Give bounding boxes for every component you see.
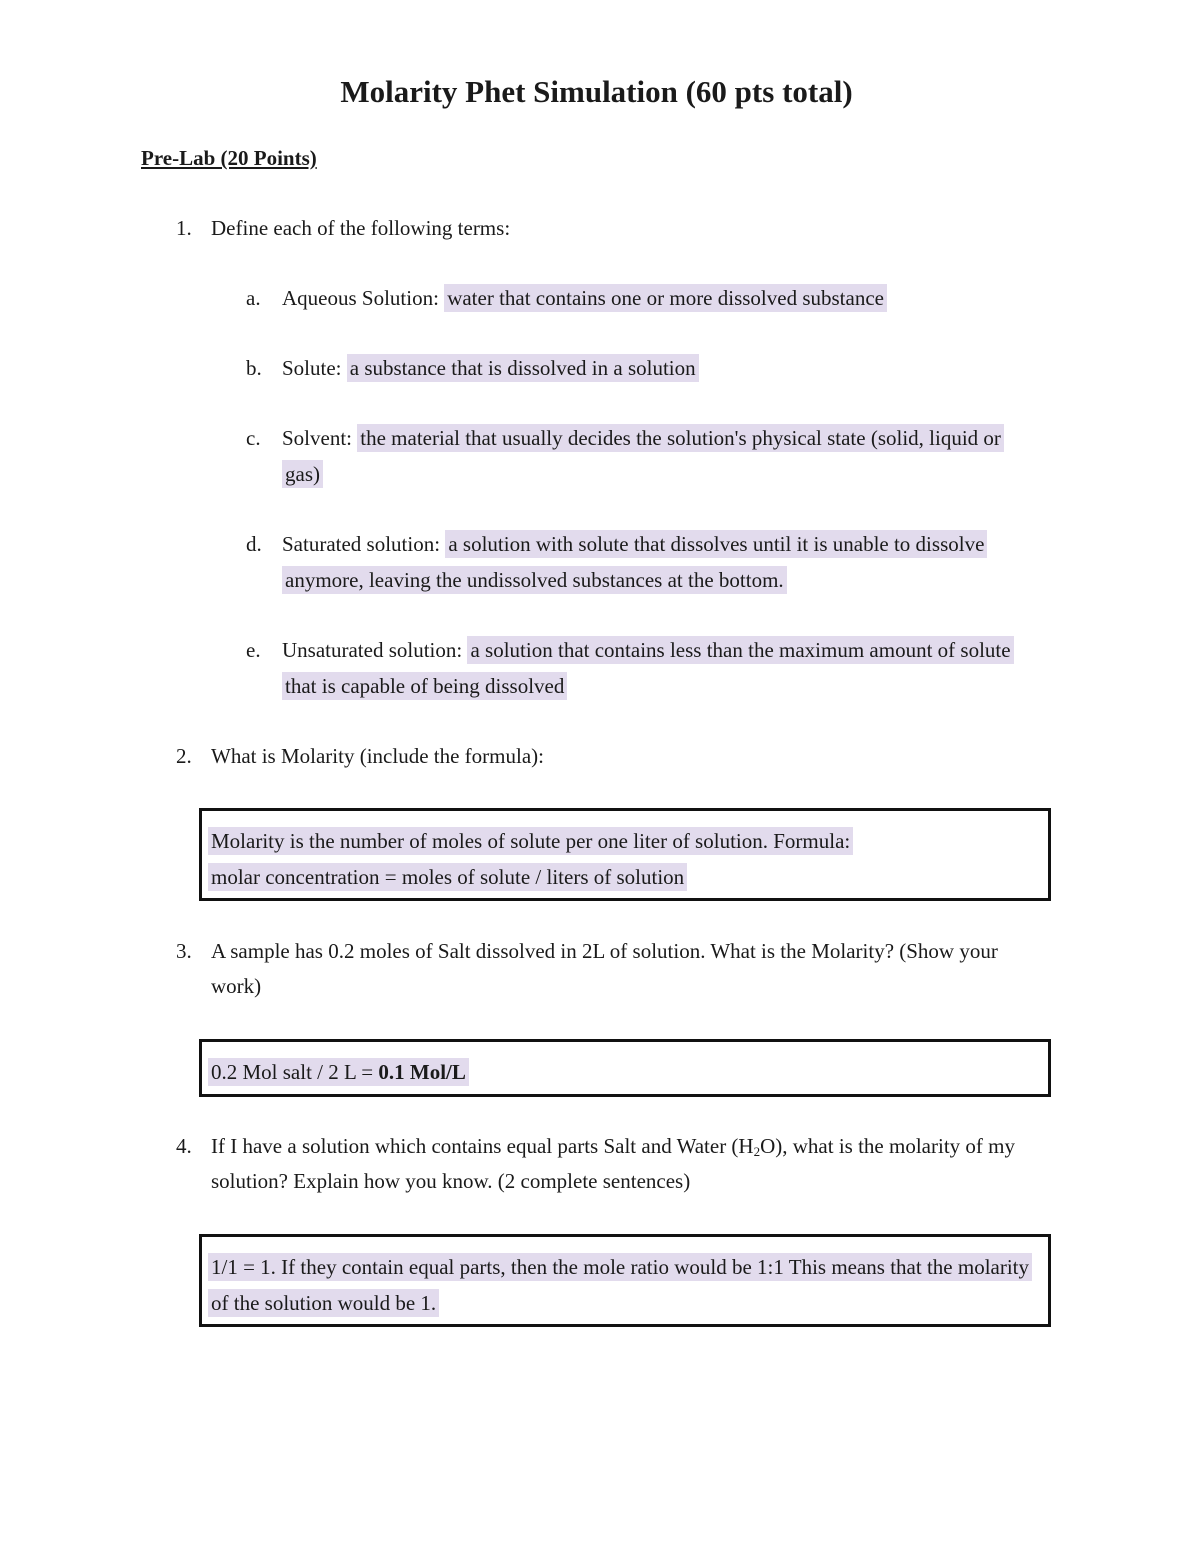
- term-label: Solute:: [282, 356, 347, 380]
- answer-text: 1/1 = 1. If they contain equal parts, then the mole ratio would be 1:1 This means that the molarity of the solution would be 1.: [208, 1253, 1032, 1317]
- question-4-text-after: O), what is the molarity of my solution? Explain how you know. (2 complete sentences): [211, 1134, 1015, 1193]
- answer-result: 0.1 Mol/L: [378, 1060, 466, 1084]
- answer-line: [208, 824, 1042, 860]
- question-3-number: 3.: [176, 939, 192, 963]
- question-4-text-before: If I have a solution which contains equal parts Salt and Water (H: [211, 1134, 754, 1158]
- term-answer: water that contains one or more dissolved substance: [444, 284, 887, 312]
- term-e-letter: e.: [246, 638, 261, 662]
- term-answer: the material that usually decides the solution's physical state (solid, liquid or gas): [282, 424, 1004, 488]
- answer-text: [208, 1058, 469, 1086]
- term-label: Saturated solution:: [282, 532, 446, 556]
- term-answer: a solution with solute that dissolves until it is unable to dissolve anymore, leaving the undissolved substances at the bottom.: [282, 530, 987, 594]
- question-1-number: 1.: [176, 216, 192, 240]
- question-2-text: What is Molarity (include the formula):: [211, 744, 544, 768]
- answer-box-question-2: [199, 808, 1051, 901]
- answer-work: 0.2 Mol salt / 2 L =: [211, 1060, 379, 1084]
- answer-line: [208, 860, 1042, 896]
- question-3-text: A sample has 0.2 moles of Salt dissolved in 2L of solution. What is the Molarity? (Show your work): [211, 939, 998, 998]
- section-heading-prelab: Pre-Lab (20 Points): [141, 146, 317, 170]
- question-1-text: Define each of the following terms:: [211, 216, 511, 240]
- answer-line: [208, 1055, 1042, 1091]
- term-label: Unsaturated solution:: [282, 638, 468, 662]
- answer-box-question-3: [199, 1039, 1051, 1097]
- term-a-letter: a.: [246, 286, 261, 310]
- page-title: Molarity Phet Simulation (60 pts total): [340, 74, 853, 109]
- question-2-number: 2.: [176, 744, 192, 768]
- term-saturated-solution: [282, 527, 1042, 598]
- question-4-number: 4.: [176, 1134, 192, 1158]
- answer-line: [208, 1250, 1042, 1321]
- term-label: Solvent:: [282, 426, 358, 450]
- answer-text: molar concentration = moles of solute / liters of solution: [208, 863, 687, 891]
- term-solvent: [282, 421, 1042, 492]
- subscript-2: 2: [753, 1144, 761, 1159]
- term-label: Aqueous Solution:: [282, 286, 445, 310]
- term-unsaturated-solution: [282, 633, 1042, 704]
- term-d-letter: d.: [246, 532, 262, 556]
- term-answer: a solution that contains less than the maximum amount of solute that is capable of being dissolved: [282, 636, 1014, 700]
- term-aqueous-solution: [282, 281, 1042, 317]
- term-b-letter: b.: [246, 356, 262, 380]
- answer-box-question-4: [199, 1234, 1051, 1327]
- answer-text: Molarity is the number of moles of solute per one liter of solution. Formula:: [208, 827, 853, 855]
- term-solute: [282, 351, 1042, 387]
- term-c-letter: c.: [246, 426, 261, 450]
- term-answer: a substance that is dissolved in a solution: [347, 354, 699, 382]
- question-4-text: [211, 1129, 1041, 1199]
